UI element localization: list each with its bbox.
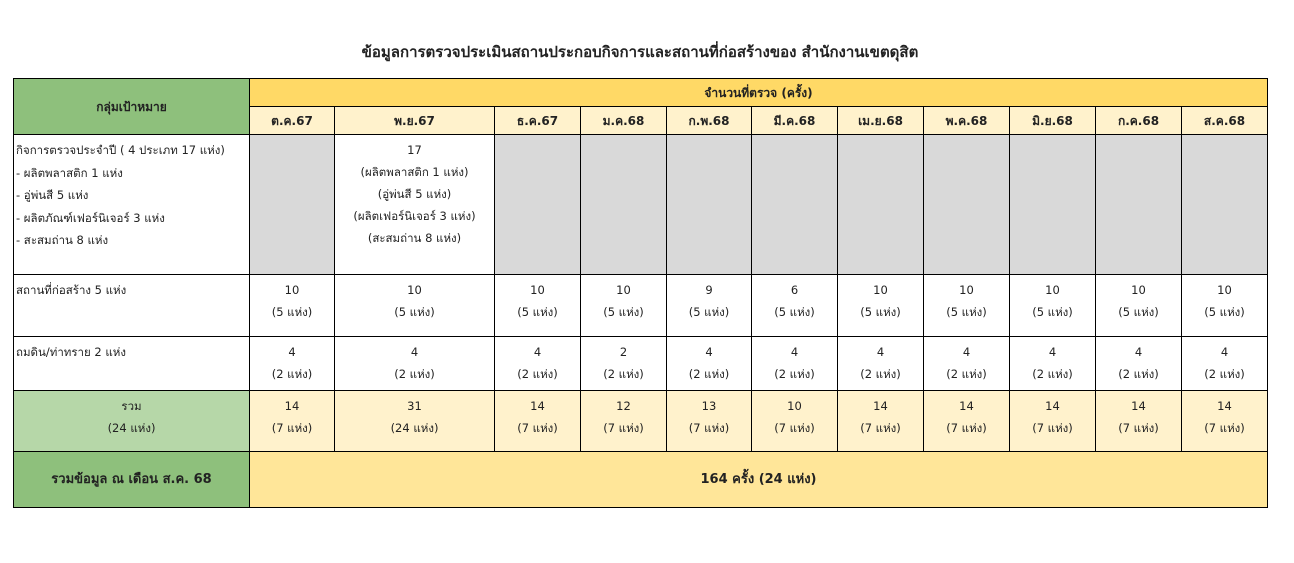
construction-places: (5 แห่ง)	[946, 305, 987, 319]
construction-cell	[924, 275, 1010, 337]
soil-places: (2 แห่ง)	[1032, 367, 1073, 381]
construction-cell	[495, 275, 581, 337]
sum-cell	[495, 391, 581, 452]
construction-count: 10	[873, 283, 888, 297]
construction-count: 10	[616, 283, 631, 297]
construction-count: 10	[1045, 283, 1060, 297]
page-title: ข้อมูลการตรวจประเมินสถานประกอบกิจการและสถานที่ก่อสร้างของ สำนักงานเขตดุสิต	[361, 43, 919, 61]
soil-places: (2 แห่ง)	[394, 367, 435, 381]
soil-cell	[250, 337, 335, 391]
soil-count: 4	[1048, 345, 1057, 359]
construction-places: (5 แห่ง)	[688, 305, 730, 319]
soil-cell	[667, 337, 752, 391]
sum-row	[14, 391, 1268, 452]
sum-count: 31	[407, 399, 422, 413]
annual-nov-line: (อู่พ่นสี 5 แห่ง)	[377, 187, 452, 201]
annual-cell-empty	[581, 135, 667, 275]
count-header: จำนวนที่ตรวจ (ครั้ง)	[250, 79, 1268, 107]
sum-cell	[838, 391, 924, 452]
sum-cell	[335, 391, 495, 452]
sum-places: (7 แห่ง)	[1032, 421, 1073, 435]
construction-cell	[250, 275, 335, 337]
annual-cell-empty	[1182, 135, 1268, 275]
sum-count: 14	[284, 399, 300, 413]
construction-count: 10	[530, 283, 545, 297]
sum-cell	[1182, 391, 1268, 452]
construction-cell	[1182, 275, 1268, 337]
construction-cell	[335, 275, 495, 337]
annual-cell-empty	[752, 135, 838, 275]
construction-cell	[838, 275, 924, 337]
sum-cell	[581, 391, 667, 452]
total-label: รวมข้อมูล ณ เดือน ส.ค. 68	[14, 452, 250, 508]
soil-cell	[838, 337, 924, 391]
annual-row	[14, 135, 1268, 275]
construction-row	[14, 275, 1268, 337]
annual-label-line: - ผลิตพลาสติก 1 แห่ง	[16, 165, 123, 180]
sum-places: (7 แห่ง)	[1204, 421, 1245, 435]
construction-places: (5 แห่ง)	[774, 305, 815, 319]
month-header: เม.ย.68	[838, 107, 924, 135]
month-header: มิ.ย.68	[1010, 107, 1096, 135]
sum-cell	[250, 391, 335, 452]
soil-cell	[495, 337, 581, 391]
month-header: พ.ค.68	[924, 107, 1010, 135]
soil-cell	[581, 337, 667, 391]
sum-count: 14	[530, 399, 545, 413]
annual-label-line: - ผลิตภัณฑ์เฟอร์นิเจอร์ 3 แห่ง	[16, 210, 165, 225]
sum-places: (7 แห่ง)	[517, 421, 558, 435]
month-header: ส.ค.68	[1182, 107, 1268, 135]
soil-places: (2 แห่ง)	[271, 367, 313, 381]
construction-cell	[581, 275, 667, 337]
soil-count: 4	[410, 345, 419, 359]
sum-cell	[1096, 391, 1182, 452]
construction-places: (5 แห่ง)	[603, 305, 644, 319]
sum-cell	[667, 391, 752, 452]
sum-label	[14, 391, 250, 452]
soil-cell	[1182, 337, 1268, 391]
annual-cell-empty	[838, 135, 924, 275]
construction-count: 9	[705, 283, 713, 297]
month-header: ม.ค.68	[581, 107, 667, 135]
annual-label-line: กิจการตรวจประจำปี ( 4 ประเภท 17 แห่ง)	[16, 143, 225, 157]
soil-cell	[1096, 337, 1182, 391]
annual-label-line: - สะสมถ่าน 8 แห่ง	[16, 233, 109, 247]
construction-count: 10	[284, 283, 300, 297]
soil-cell	[335, 337, 495, 391]
soil-count: 4	[705, 345, 713, 359]
sum-count: 14	[1045, 399, 1060, 413]
total-row	[14, 452, 1268, 508]
soil-places: (2 แห่ง)	[517, 367, 558, 381]
month-header: ก.พ.68	[667, 107, 752, 135]
annual-cell-empty	[495, 135, 581, 275]
sum-cell	[752, 391, 838, 452]
sum-places: (7 แห่ง)	[946, 421, 987, 435]
sum-label-line: (24 แห่ง)	[107, 421, 156, 435]
soil-places: (2 แห่ง)	[860, 367, 901, 381]
soil-places: (2 แห่ง)	[603, 367, 644, 381]
month-header: ต.ค.67	[250, 107, 335, 135]
annual-nov-line: (ผลิตพลาสติก 1 แห่ง)	[360, 165, 469, 179]
construction-places: (5 แห่ง)	[1204, 305, 1245, 319]
sum-cell	[1010, 391, 1096, 452]
construction-places: (5 แห่ง)	[394, 305, 435, 319]
sum-places: (7 แห่ง)	[774, 421, 815, 435]
construction-cell	[667, 275, 752, 337]
sum-cell	[924, 391, 1010, 452]
soil-count: 4	[533, 345, 542, 359]
month-header: มี.ค.68	[752, 107, 838, 135]
construction-count: 10	[407, 283, 422, 297]
soil-cell	[1010, 337, 1096, 391]
sum-count: 12	[616, 399, 631, 413]
soil-places: (2 แห่ง)	[1118, 367, 1159, 381]
annual-cell-empty	[1096, 135, 1182, 275]
construction-places: (5 แห่ง)	[1118, 305, 1159, 319]
month-header: พ.ย.67	[335, 107, 495, 135]
sum-places: (7 แห่ง)	[271, 421, 313, 435]
construction-count: 10	[1217, 283, 1232, 297]
soil-label: ถมดิน/ท่าทราย 2 แห่ง	[14, 337, 250, 391]
annual-nov-line: (ผลิตเฟอร์นิเจอร์ 3 แห่ง)	[353, 209, 476, 223]
construction-count: 6	[790, 283, 799, 297]
construction-places: (5 แห่ง)	[1032, 305, 1073, 319]
soil-count: 4	[790, 345, 799, 359]
annual-label-line: - อู่พ่นสี 5 แห่ง	[16, 188, 89, 202]
sum-count: 14	[959, 399, 974, 413]
month-header: ธ.ค.67	[495, 107, 581, 135]
total-value: 164 ครั้ง (24 แห่ง)	[250, 452, 1268, 508]
target-group-header: กลุ่มเป้าหมาย	[14, 79, 250, 135]
soil-places: (2 แห่ง)	[774, 367, 815, 381]
soil-count: 2	[619, 345, 628, 359]
soil-count: 4	[1134, 345, 1143, 359]
soil-places: (2 แห่ง)	[1204, 367, 1245, 381]
construction-places: (5 แห่ง)	[860, 305, 901, 319]
construction-count: 10	[1131, 283, 1146, 297]
annual-nov-line: (สะสมถ่าน 8 แห่ง)	[367, 231, 462, 245]
soil-count: 4	[1220, 345, 1229, 359]
sum-label-line: รวม	[121, 399, 142, 413]
sum-places: (7 แห่ง)	[603, 421, 644, 435]
sum-places: (7 แห่ง)	[688, 421, 730, 435]
month-header: ก.ค.68	[1096, 107, 1182, 135]
soil-count: 4	[876, 345, 885, 359]
inspection-table	[13, 78, 1268, 508]
construction-cell	[1010, 275, 1096, 337]
annual-cell-empty	[1010, 135, 1096, 275]
sum-count: 14	[873, 399, 888, 413]
soil-places: (2 แห่ง)	[688, 367, 730, 381]
construction-label: สถานที่ก่อสร้าง 5 แห่ง	[14, 275, 250, 337]
sum-places: (7 แห่ง)	[860, 421, 901, 435]
sum-places: (24 แห่ง)	[390, 421, 439, 435]
annual-nov-line: 17	[407, 143, 422, 157]
sum-count: 14	[1131, 399, 1146, 413]
soil-places: (2 แห่ง)	[946, 367, 987, 381]
soil-count: 4	[962, 345, 971, 359]
soil-cell	[752, 337, 838, 391]
soil-row	[14, 337, 1268, 391]
sum-count: 10	[787, 399, 802, 413]
sum-places: (7 แห่ง)	[1118, 421, 1159, 435]
soil-cell	[924, 337, 1010, 391]
construction-count: 10	[959, 283, 974, 297]
sum-count: 13	[701, 399, 717, 413]
annual-cell-empty	[250, 135, 335, 275]
soil-count: 4	[288, 345, 296, 359]
annual-cell-empty	[924, 135, 1010, 275]
construction-cell	[1096, 275, 1182, 337]
annual-cell-nov	[335, 135, 495, 275]
annual-cell-empty	[667, 135, 752, 275]
annual-label	[14, 135, 250, 275]
construction-cell	[752, 275, 838, 337]
construction-places: (5 แห่ง)	[517, 305, 558, 319]
sum-count: 14	[1217, 399, 1232, 413]
construction-places: (5 แห่ง)	[271, 305, 313, 319]
